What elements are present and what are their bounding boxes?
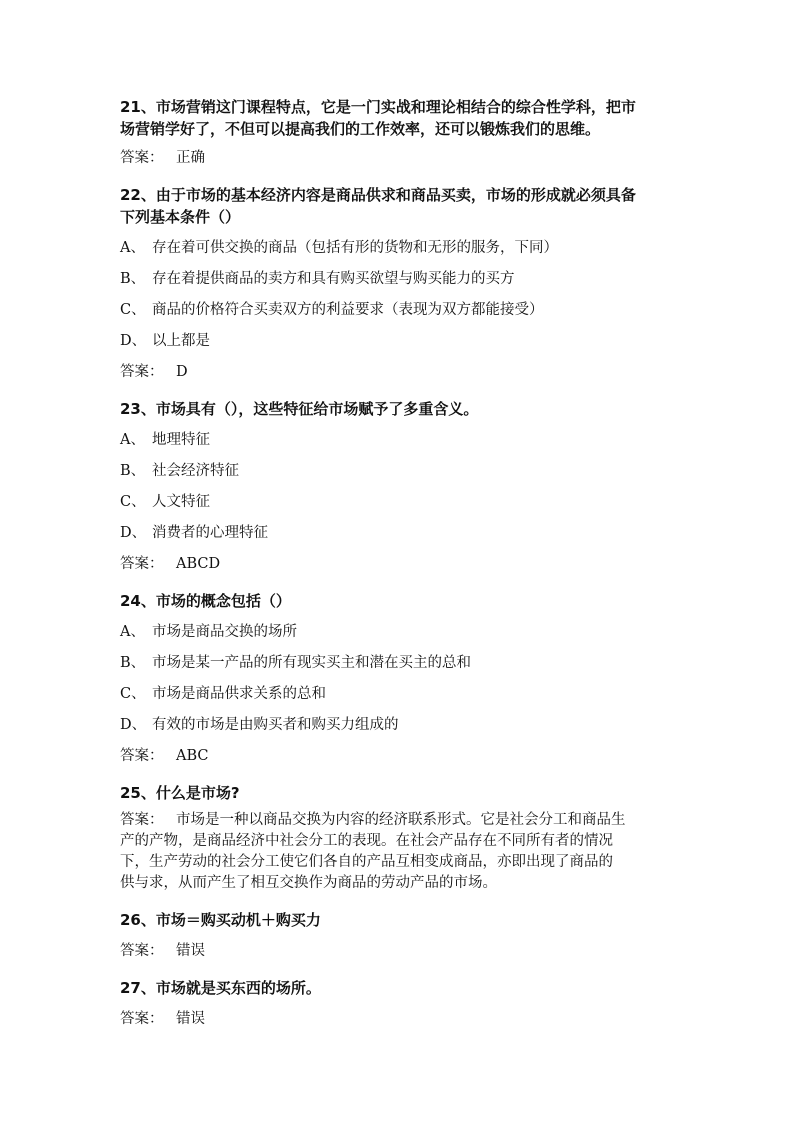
question-22	[120, 184, 680, 383]
question-title: 下列基本条件（）	[120, 208, 241, 226]
answer-value: D	[176, 364, 188, 380]
question-title: 26、市场＝购买动机＋购买力	[120, 911, 321, 929]
option-d: D、 消费者的心理特征	[120, 525, 268, 541]
answer-line	[120, 746, 680, 767]
question-title: 21、市场营销这门课程特点，它是一门实战和理论相结合的综合性学科，把市	[120, 98, 636, 116]
question-title: 24、市场的概念包括（）	[120, 592, 291, 610]
question-title: 22、由于市场的基本经济内容是商品供求和商品买卖，市场的形成就必须具备	[120, 186, 636, 204]
answer-value: ABC	[176, 748, 209, 764]
option-b: B、 存在着提供商品的卖方和具有购买欲望与购买能力的买方	[120, 271, 515, 287]
answer-value: 正确	[176, 150, 205, 166]
question-title: 27、市场就是买东西的场所。	[120, 979, 321, 997]
option-b: B、 社会经济特征	[120, 463, 239, 479]
document-page	[120, 96, 680, 1030]
question-title: 25、什么是市场?	[120, 784, 240, 802]
answer-label: 答案：	[120, 812, 164, 828]
option-c: C、 人文特征	[120, 494, 210, 510]
answer-line	[120, 1009, 680, 1030]
answer-value: ABCD	[176, 556, 221, 572]
option-c: C、 市场是商品供求关系的总和	[120, 686, 326, 702]
answer-value: 错误	[176, 943, 205, 959]
answer-paragraph-line: 答案： 市场是一种以商品交换为内容的经济联系形式。它是社会分工和商品生	[120, 810, 680, 831]
option-c: C、 商品的价格符合买卖双方的利益要求（表现为双方都能接受）	[120, 302, 544, 318]
answer-paragraph-line: 产的产物，是商品经济中社会分工的表现。在社会产品存在不同所有者的情况	[120, 833, 613, 849]
option-a: A、 市场是商品交换的场所	[120, 624, 297, 640]
answer-label: 答案：	[120, 150, 164, 166]
question-title: 场营销学好了，不但可以提高我们的工作效率，还可以锻炼我们的思维。	[120, 120, 601, 138]
option-b: B、 市场是某一产品的所有现实买主和潜在买主的总和	[120, 655, 471, 671]
answer-label: 答案：	[120, 1011, 164, 1027]
option-a: A、 存在着可供交换的商品（包括有形的货物和无形的服务，下同）	[120, 240, 558, 256]
answer-paragraph-line: 供与求，从而产生了相互交换作为商品的劳动产品的市场。	[120, 875, 497, 891]
question-23	[120, 398, 680, 575]
answer-paragraph-line: 下，生产劳动的社会分工使它们各自的产品互相变成商品，亦即出现了商品的	[120, 854, 613, 870]
answer-label: 答案：	[120, 556, 164, 572]
answer-line	[120, 941, 680, 962]
answer-label: 答案：	[120, 364, 164, 380]
question-26	[120, 909, 680, 962]
answer-line	[120, 362, 680, 383]
answer-label: 答案：	[120, 943, 164, 959]
answer-line	[120, 148, 680, 169]
question-title: 23、市场具有（），这些特征给市场赋予了多重含义。	[120, 400, 479, 418]
question-25	[120, 782, 680, 894]
answer-value: 错误	[176, 1011, 205, 1027]
option-a: A、 地理特征	[120, 432, 210, 448]
question-27	[120, 977, 680, 1030]
answer-label: 答案：	[120, 748, 164, 764]
option-d: D、 有效的市场是由购买者和购买力组成的	[120, 717, 399, 733]
question-24	[120, 590, 680, 767]
option-d: D、 以上都是	[120, 333, 210, 349]
question-21	[120, 96, 680, 169]
answer-line	[120, 554, 680, 575]
